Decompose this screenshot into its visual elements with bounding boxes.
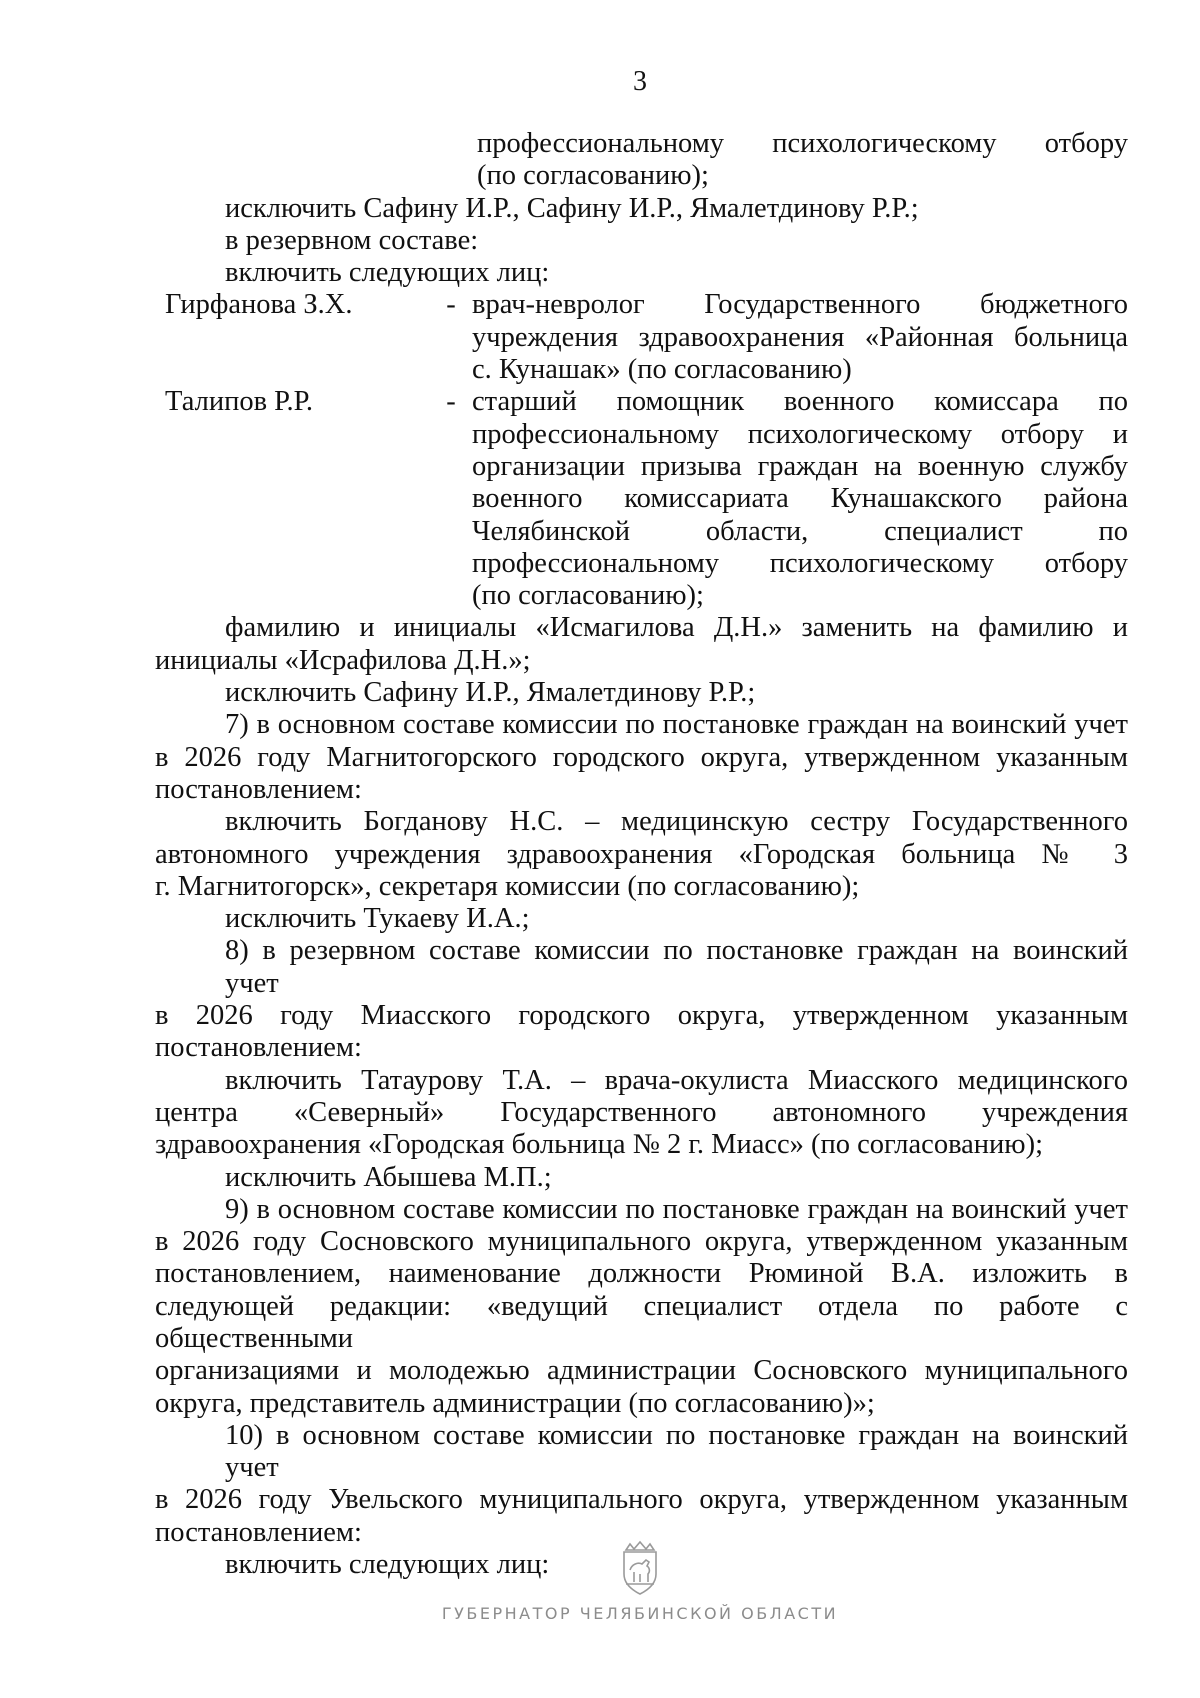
text-line: профессиональному психологическому отбору и bbox=[472, 418, 1128, 450]
text-line: 8) в резервном составе комиссии по постановке граждан на воинский учет bbox=[225, 935, 1128, 999]
paragraph bbox=[155, 903, 1128, 935]
text-line: исключить Тукаеву И.А.; bbox=[225, 903, 530, 935]
text-line: врач-невролог Государственного бюджетного bbox=[472, 289, 1128, 321]
entry-dash: - bbox=[446, 289, 456, 321]
text-line: постановлением: bbox=[155, 773, 362, 805]
text-line: в 2026 году Увельского муниципального округа, утвержденном указанным bbox=[155, 1484, 1128, 1516]
entry-dash: - bbox=[446, 386, 456, 418]
paragraph bbox=[155, 612, 1128, 677]
text-line: постановлением, наименование должности Рюминой В.А. изложить в bbox=[155, 1258, 1128, 1290]
text-line: инициалы «Исрафилова Д.Н.»; bbox=[155, 644, 531, 676]
paragraph bbox=[155, 1162, 1128, 1194]
paragraph bbox=[155, 709, 1128, 806]
text-line: 9) в основном составе комиссии по постановке граждан на воинский учет bbox=[225, 1193, 1128, 1225]
text-line: (по согласованию); bbox=[472, 580, 704, 612]
text-line: в 2026 году Магнитогорского городского округа, утвержденном указанным bbox=[155, 741, 1128, 773]
paragraph bbox=[155, 1065, 1128, 1162]
text-line: с. Кунашак» (по согласованию) bbox=[472, 354, 852, 386]
text-line: постановлением: bbox=[155, 1032, 362, 1064]
text-line: исключить Абышева М.П.; bbox=[225, 1161, 552, 1193]
text-line: 7) в основном составе комиссии по постановке граждан на воинский учет bbox=[225, 709, 1128, 741]
text-line: 10) в основном составе комиссии по постановке граждан на воинский учет bbox=[225, 1419, 1128, 1484]
text-line: включить следующих лиц: bbox=[225, 257, 550, 289]
text-line: в 2026 году Сосновского муниципального округа, утвержденном указанным bbox=[155, 1226, 1128, 1258]
text-line: включить следующих лиц: bbox=[225, 1549, 550, 1581]
text-line: здравоохранения «Городская больница № 2 г. Миасс» (по согласованию); bbox=[155, 1129, 1044, 1161]
person-description bbox=[472, 386, 1128, 612]
paragraph bbox=[155, 1194, 1128, 1420]
text-line: в 2026 году Миасского городского округа, утвержденном указанным bbox=[155, 1000, 1128, 1032]
text-line: Челябинской области, специалист по bbox=[472, 515, 1128, 547]
text-line: постановлением: bbox=[155, 1516, 362, 1548]
text-line: включить Богданову Н.С. – медицинскую сестру Государственного bbox=[225, 806, 1128, 838]
paragraph bbox=[155, 225, 1128, 257]
page-number: 3 bbox=[633, 66, 647, 97]
document-body bbox=[155, 128, 1128, 1581]
text-line: организациями и молодежью администрации Сосновского муниципального bbox=[155, 1355, 1128, 1387]
text-line: следующей редакции: «ведущий специалист отдела по работе с общественными bbox=[155, 1290, 1128, 1354]
text-line: старший помощник военного комиссара по bbox=[472, 386, 1128, 418]
paragraph bbox=[155, 257, 1128, 289]
paragraph bbox=[155, 935, 1128, 1064]
text-line: учреждения здравоохранения «Районная больница bbox=[472, 321, 1128, 353]
text-line: исключить Сафину И.Р., Ямалетдинову Р.Р.; bbox=[225, 677, 756, 709]
person-entry bbox=[155, 289, 1128, 386]
person-entry bbox=[155, 386, 1128, 612]
person-name: Гирфанова З.Х. bbox=[165, 289, 353, 321]
person-description bbox=[472, 289, 1128, 386]
text-line: центра «Северный» Государственного автономного учреждения bbox=[155, 1096, 1128, 1128]
paragraph bbox=[155, 677, 1128, 709]
continued-description bbox=[155, 128, 1128, 193]
text-line: профессиональному психологическому отбору bbox=[477, 128, 1128, 159]
text-line: исключить Сафину И.Р., Сафину И.Р., Ямалетдинову Р.Р.; bbox=[225, 192, 919, 224]
paragraph bbox=[155, 193, 1128, 225]
text-line: (по согласованию); bbox=[477, 160, 709, 192]
text-line: фамилию и инициалы «Исмагилова Д.Н.» заменить на фамилию и bbox=[225, 612, 1128, 644]
paragraph bbox=[155, 1420, 1128, 1549]
footer-text: ГУБЕРНАТОР ЧЕЛЯБИНСКОЙ ОБЛАСТИ bbox=[441, 1604, 839, 1623]
text-line: военного комиссариата Кунашакского района bbox=[472, 483, 1128, 515]
text-line: профессиональному психологическому отбору bbox=[472, 547, 1128, 579]
chelyabinsk-coat-of-arms-icon bbox=[616, 1540, 664, 1596]
text-line: округа, представитель администрации (по согласованию)»; bbox=[155, 1387, 875, 1419]
paragraph bbox=[155, 806, 1128, 903]
text-line: организации призыва граждан на военную службу bbox=[472, 450, 1128, 482]
footer bbox=[0, 1540, 1200, 1623]
text-line: включить Татаурову Т.А. – врача-окулиста Миасского медицинского bbox=[225, 1064, 1128, 1096]
text-line: г. Магнитогорск», секретаря комиссии (по согласованию); bbox=[155, 870, 860, 902]
text-line: автономного учреждения здравоохранения «Городская больница № 3 bbox=[155, 838, 1128, 870]
text-line: в резервном составе: bbox=[225, 224, 479, 256]
person-name: Талипов Р.Р. bbox=[165, 386, 313, 418]
